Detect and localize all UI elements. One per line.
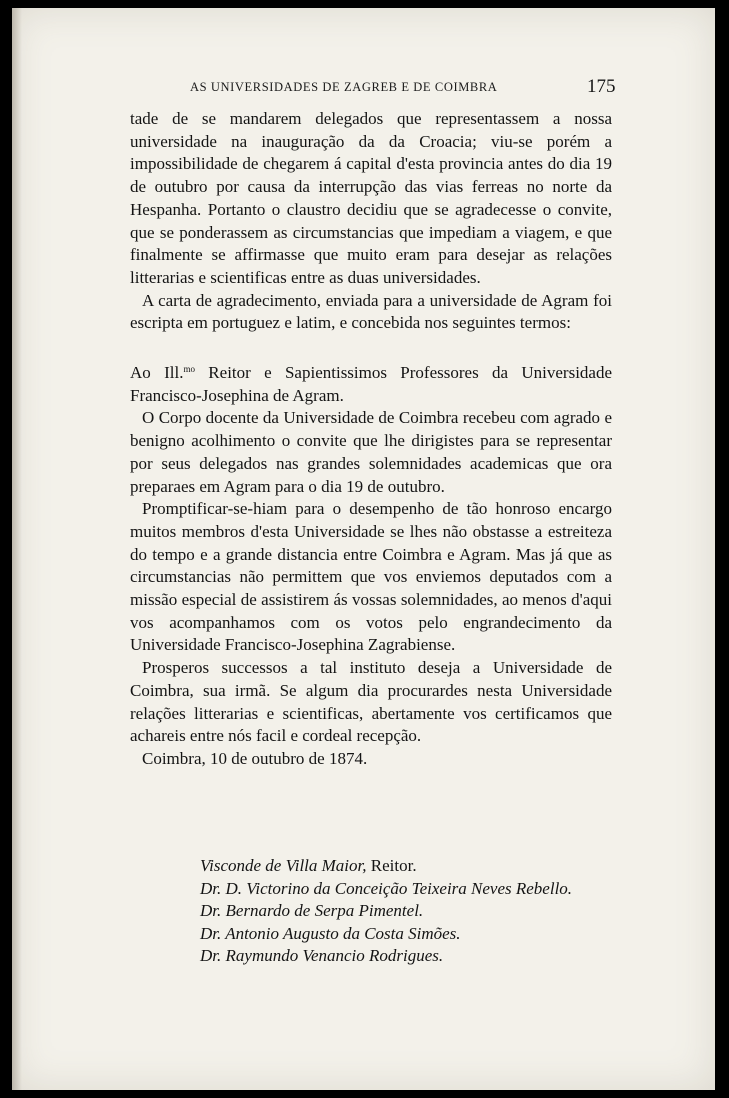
signature-line (200, 855, 572, 878)
paragraph-continuation: tade de se mandarem delegados que representassem a nossa universidade na inauguração da da Croacia; viu-se porém a impossibilidade de chegarem á capital d'esta provincia antes do dia 19 de outubro por causa da interrupção das vias ferreas no norte da Hespanha. Portanto o claustro decidiu que se agradecesse o convite, que se ponderassem as circumstancias que impediam a viagem, e que finalmente se affirmasse que muito eram para desejar as relações litterarias e scientificas entre as duas universidades. (130, 109, 612, 287)
page-number: 175 (587, 76, 616, 97)
signature-line (200, 923, 572, 946)
signature-line (200, 945, 572, 968)
signatory-name: Dr. Bernardo de Serpa Pimentel. (200, 901, 424, 920)
paragraph-corpo-docente: O Corpo docente da Universidade de Coimbra recebeu com agrado e benigno acolhimento o convite que lhe dirigistes para se representar por seus delegados nas grandes solemnidades academicas que ora preparaes em Agram para o dia 19 de outubro. (130, 408, 612, 496)
paragraph-promptificar: Promptificar-se-hiam para o desempenho de tão honroso encargo muitos membros d'esta Universidade se lhes não obstasse a estreiteza do tempo e a grande distancia entre Coimbra e Agram. Mas já que as circumstancias não permittem que vos enviemos deputados com a missão especial de assistirem ás vossas solemnidades, ao menos d'aqui vos acompanhamos com os votos pelo engrandecimento da Universidade Francisco-Josephina Zagrabiense. (130, 499, 612, 655)
letter-salutation (130, 358, 612, 407)
signatory-name: Visconde de Villa Maior, (200, 856, 367, 875)
dateline: Coimbra, 10 de outubro de 1874. (142, 748, 368, 768)
salutation-superscript: mo (183, 364, 195, 375)
signatory-title: Reitor. (366, 856, 417, 875)
signatory-name: Dr. Antonio Augusto da Costa Simões. (200, 923, 461, 943)
running-head (12, 78, 715, 102)
page-edge-shadow (12, 8, 22, 1090)
paragraph-letter-intro: A carta de agradecimento, enviada para a universidade de Agram foi escripta em portuguez e latim, e concebida nos seguintes termos: (130, 290, 612, 333)
signature-line (200, 900, 572, 923)
signatory-name: Dr. Raymundo Venancio Rodrigues. (200, 946, 444, 965)
signature-line (200, 878, 572, 901)
salutation-prefix: Ao Ill. (130, 363, 184, 383)
signatory-name: Dr. D. Victorino da Conceição Teixeira Neves Rebello. (200, 878, 573, 898)
book-page (12, 8, 715, 1090)
running-head-title: AS UNIVERSIDADES DE ZAGREB E DE COIMBRA (190, 80, 498, 94)
body-text (130, 108, 612, 771)
salutation-rest: Reitor e Sapientissimos Professores da Universidade Francisco-Josephina de Agram. (130, 363, 613, 405)
signature-block (200, 855, 572, 968)
paragraph-prosperos: Prosperos successos a tal instituto deseja a Universidade de Coimbra, sua irmã. Se algum dia procurardes nesta Universidade relações litterarias e scientificas, abertamente vos certificamos que achareis entre nós facil e cordeal recepção. (130, 658, 612, 746)
